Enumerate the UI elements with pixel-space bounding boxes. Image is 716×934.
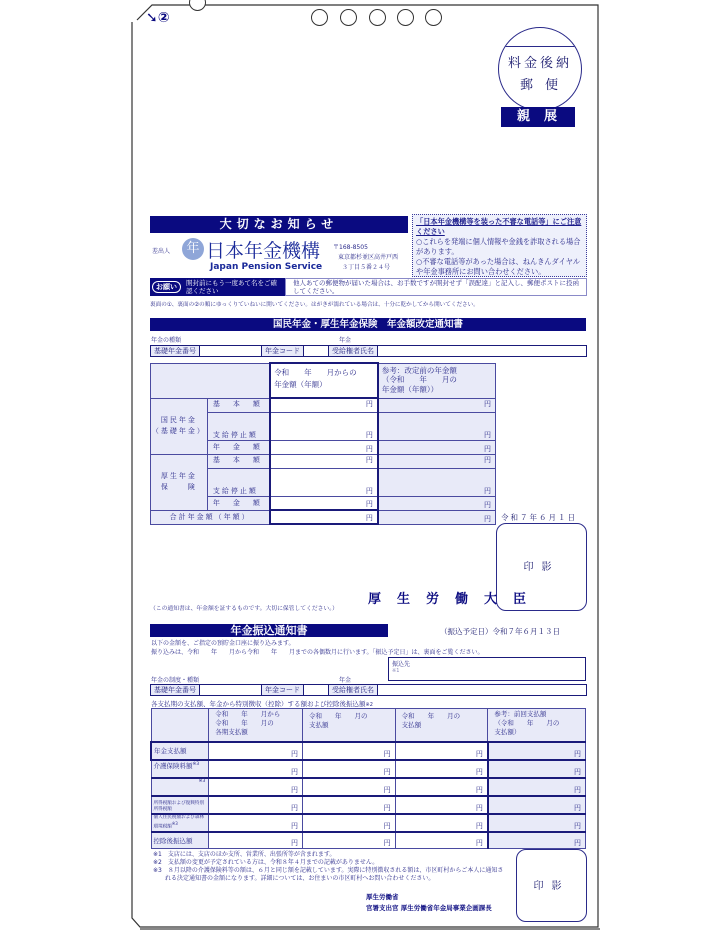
- amount-cell: 円: [209, 814, 303, 832]
- amount-cell: 円: [395, 760, 488, 778]
- amount-cell: 円: [488, 814, 586, 832]
- row-label-suspended: 支給停止額: [207, 412, 270, 440]
- amount-cell: 円: [488, 778, 586, 796]
- row-label: 所得税額および復興特別所得税額: [153, 800, 205, 812]
- postage-line1: 料金後納: [507, 56, 572, 71]
- amount-cell: 円: [395, 742, 488, 760]
- caption-note: ※2: [365, 702, 373, 708]
- transfer-to-label: 振込先: [392, 661, 411, 668]
- recipient-name-label: 受給権者氏名: [329, 685, 378, 695]
- binding-hole: [369, 9, 386, 26]
- transfer-intro-1: 以下の金額を、ご指定の預貯金口座に振り込みます。: [151, 640, 295, 647]
- revision-notice-title: 国民年金・厚生年金保険 年金額改定通知書: [150, 318, 586, 331]
- amount-cell: 円: [378, 398, 496, 412]
- amount-cell: 円: [270, 454, 378, 468]
- transfer-intro-2: 振り込みは、令和 年 月から令和 年 月までの各偶数月に行います。「振込予定日」は、裏面をご覧ください。: [151, 649, 484, 656]
- org-name: 日本年金機構: [206, 240, 321, 262]
- amount-cell: 円: [395, 814, 488, 832]
- amount-cell: 円: [270, 412, 378, 440]
- col1-header: 令和 年 月から: [215, 710, 281, 718]
- system-type-label: 年金の制度・種類: [151, 677, 200, 684]
- col-new-header: 年金額（年額）: [274, 380, 327, 389]
- binding-hole: [311, 9, 328, 26]
- amount-cell: 円: [488, 796, 586, 814]
- row-label-pension: 年 金 額: [207, 440, 270, 454]
- recipient-name-field: [378, 685, 586, 695]
- amount-cell: 円: [270, 468, 378, 496]
- amount-cell: 円: [302, 832, 395, 849]
- amount-cell: 円: [395, 796, 488, 814]
- transfer-to-note: ※1: [392, 668, 400, 674]
- payments-table: [150, 708, 586, 849]
- footnotes: [153, 851, 508, 883]
- scheduled-date: （振込予定日）令和７年６月１３日: [440, 627, 560, 636]
- sender-label: 差出人: [152, 248, 171, 255]
- postal-code: 〒168-8505: [333, 244, 368, 251]
- total-label: 合計年金額（年額）: [151, 510, 271, 524]
- open-marker: [146, 10, 170, 26]
- open-instruction: 裏面の①、裏面の②の順にゆっくりていねいに開いてください。はがきが濡れている場合は、十分に乾かしてから開いてください。: [150, 302, 479, 308]
- row-label-basic: 基 本 額: [207, 398, 270, 412]
- revision-date: 令和７年６月１日: [501, 513, 577, 522]
- row-label-basic: 基 本 額: [207, 454, 270, 468]
- pension-code-field: [304, 685, 329, 695]
- amount-cell: 円: [270, 496, 378, 510]
- col-ref-header: （令和 年 月の: [381, 375, 457, 384]
- request-badge: お願い: [152, 281, 181, 293]
- amount-cell: 円: [395, 778, 488, 796]
- issuer-line2: 官署支出官 厚生労働省年金局事業企画課長: [366, 904, 492, 912]
- row-label-payment: [151, 742, 209, 760]
- amount-cell: 円: [209, 832, 303, 849]
- pension-type-label: 年金の種類: [151, 337, 182, 344]
- pension-amount-table: [150, 362, 496, 525]
- col-ref-header: 参考：改定前の年金額: [381, 365, 457, 375]
- amount-cell: 円: [270, 398, 378, 412]
- amount-cell: 円: [302, 742, 395, 760]
- footnote: ※1 支店には、支店のほか支所、営業所、出張所等が含まれます。: [153, 851, 336, 858]
- row-label-pension: 年 金 額: [207, 496, 270, 510]
- col3-header: 支払額: [401, 721, 422, 729]
- col1-header: 令和 年 月の: [215, 719, 274, 727]
- payments-table-caption: [151, 699, 373, 708]
- pension-suffix: 年金: [339, 337, 352, 344]
- basic-pension-number-label: 基礎年金番号: [151, 685, 200, 695]
- amount-cell: 円: [209, 796, 303, 814]
- address-line2: ３丁目５番２４号: [342, 264, 391, 271]
- org-name-en: Japan Pension Service: [210, 262, 323, 272]
- group-label: 国民年金: [160, 416, 197, 424]
- seal-label: 印影: [523, 562, 560, 573]
- total-ref-cell: 円: [378, 510, 496, 524]
- col-new-header: 令和 年 月からの: [274, 368, 357, 377]
- amount-cell: 円: [209, 742, 303, 760]
- col3-header: 令和 年 月の: [401, 712, 461, 720]
- fraud-warning-box: [412, 214, 587, 277]
- row-note: ※3: [192, 761, 200, 767]
- pension-code-label: 年金コード: [262, 346, 304, 356]
- amount-cell: 円: [488, 832, 586, 849]
- row-label: 控除後振込額: [153, 836, 193, 845]
- amount-cell: 円: [395, 832, 488, 849]
- fraud-warning-heading: 「日本年金機構等を装った不審な電話等」にご注意ください: [416, 217, 582, 236]
- fraud-warning-item: ○不審な電話等があった場合は、ねんきんダイヤルや年金事務所にお問い合わせください。: [416, 257, 581, 276]
- row-label: 年金支払額: [154, 747, 187, 755]
- request-text: 開封前にもう一度あて名をご確認ください: [186, 279, 277, 295]
- amount-cell: 円: [302, 760, 395, 778]
- group-label: 保 険: [160, 483, 197, 491]
- footnote: ※2 支払額の変更が予定されている方は、令和８年４月までの記載がありません。: [153, 859, 379, 866]
- proof-note: （この通知書は、年金額を証するものです。大切に保管してください。）: [150, 606, 338, 612]
- amount-cell: 円: [378, 468, 496, 496]
- col4-header: 支払額）: [494, 728, 521, 736]
- caption-text: 各支払期の支払額、年金から特別徴収（控除）する額および控除後振込額: [151, 700, 366, 708]
- binding-hole: [397, 9, 414, 26]
- amount-cell: 円: [302, 814, 395, 832]
- col4-header: （令和 年 月の: [494, 719, 560, 727]
- basic-pension-number-field: [200, 685, 262, 695]
- col4-header: 参考：前回支払額: [494, 710, 547, 718]
- amount-cell: 円: [378, 454, 496, 468]
- minister-title: 厚生労働大臣: [368, 592, 543, 607]
- group-label: 厚生年金: [160, 472, 197, 480]
- postage-paid-stamp: [498, 27, 582, 111]
- basic-pension-number-label: 基礎年金番号: [151, 346, 200, 356]
- amount-cell: 円: [378, 412, 496, 440]
- recipient-name-label: 受給権者氏名: [329, 346, 378, 356]
- amount-cell: 円: [302, 778, 395, 796]
- seal-label: 印影: [533, 881, 570, 892]
- transfer-notice-title: 年金振込通知書: [150, 624, 388, 637]
- amount-cell: 円: [488, 742, 586, 760]
- seal-impression-2: [516, 849, 587, 922]
- revision-id-row: [150, 345, 587, 357]
- basic-pension-number-field: [200, 346, 262, 356]
- total-amount-cell: 円: [270, 510, 378, 524]
- pension-suffix: 年金: [339, 677, 352, 684]
- address-line1: 東京都杉並区高井戸西: [338, 254, 399, 261]
- group-label: （基礎年金）: [151, 427, 206, 435]
- footnote: ※3 ８月以降の介護保険料等の額は、６月と同じ額を記載しています。実際に特別徴収される額は、市区町村からご本人に通知される決定通知書の金額になります。詳細については、お住まいの市区町村へお問い合わせください。: [153, 867, 504, 882]
- row-label-suspended: 支給停止額: [207, 468, 270, 496]
- binding-hole: [425, 9, 442, 26]
- amount-cell: 円: [209, 778, 303, 796]
- transfer-destination-box: [388, 657, 586, 681]
- amount-cell: 円: [209, 760, 303, 778]
- amount-cell: 円: [378, 440, 496, 454]
- row-label: 介護保険料額: [153, 761, 193, 770]
- misdelivery-text: 他人あての郵便物が届いた場合は、お手数ですが開封せず「誤配達」と記入し、郵便ポストに投函してください。: [293, 279, 579, 295]
- logo-glyph: 年: [186, 241, 200, 256]
- row-note: ※3: [171, 820, 178, 826]
- col2-header: 支払額: [308, 721, 329, 729]
- col1-header: 各期支払額: [215, 728, 248, 736]
- row-label: 個人住民税額および森林環境税額: [153, 814, 205, 830]
- amount-cell: 円: [488, 760, 586, 778]
- amount-cell: 円: [270, 440, 378, 454]
- pension-code-field: [304, 346, 329, 356]
- binding-hole: [340, 9, 357, 26]
- important-notice-banner: 大切なお知らせ: [150, 216, 408, 233]
- row-note: ※3: [198, 778, 206, 784]
- issuer-line1: 厚生労働省: [366, 893, 399, 901]
- step-number: ②: [157, 10, 170, 26]
- arrow-icon: ➘: [146, 10, 158, 26]
- col-ref-header: 年金額（年額））: [381, 384, 439, 394]
- amount-cell: 円: [378, 496, 496, 510]
- transfer-id-row: [150, 684, 587, 696]
- recipient-name-field: [378, 346, 586, 356]
- postage-line2: 郵便: [519, 78, 570, 93]
- col2-header: 令和 年 月の: [308, 712, 368, 720]
- personal-delivery-label: 親展: [501, 107, 575, 127]
- pension-code-label: 年金コード: [262, 685, 304, 695]
- amount-cell: 円: [302, 796, 395, 814]
- fraud-warning-item: ○これらを発端に個人情報や金銭を詐取される場合があります。: [416, 237, 581, 256]
- jps-logo: [182, 238, 204, 260]
